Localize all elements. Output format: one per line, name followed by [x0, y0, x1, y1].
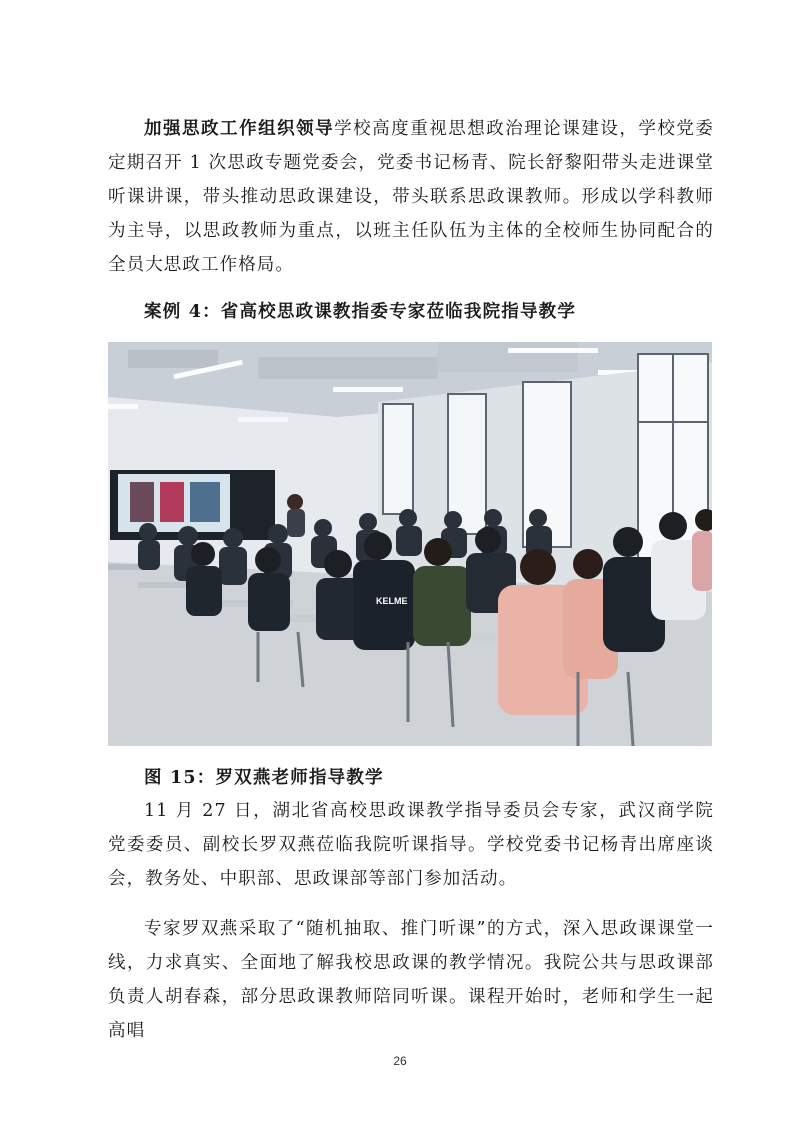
paragraph-expert-visit: 11 月 27 日，湖北省高校思政课教学指导委员会专家，武汉商学院党委委员、副校长罗双燕莅临我院听课指导。学校党委书记杨青出席座谈会，教务处、中职部、思政课部等部门参加活动。 [108, 801, 714, 889]
paragraph-listening-class: 专家罗双燕采取了“随机抽取、推门听课”的方式，深入思政课课堂一线，力求真实、全面地了解我校思政课的教学情况。我院公共与思政课部负责人胡春森，部分思政课教师陪同听课。课程开始时，老师和学生一起高唱 [108, 919, 714, 1041]
paragraph-body: 学校高度重视思想政治理论课建设，学校党委定期召开 1 次思政专题党委会，党委书记杨青、院长舒黎阳带头走进课堂听课讲课，带头推动思政课建设，带头联系思政课教师。形成以学科教师为主导，以思政教师为重点，以班主任队伍为主体的全校师生协同配合的全员大思政工作格局。 [108, 119, 715, 275]
page-number: 26 [393, 1054, 407, 1068]
figure-caption: 图 15：罗双燕老师指导教学 [144, 768, 384, 788]
case-title: 案例 4：省高校思政课教指委专家莅临我院指导教学 [144, 302, 577, 322]
classroom-photo [108, 342, 712, 746]
paragraph-lead-phrase: 加强思政工作组织领导 [144, 119, 335, 139]
paragraph-organization-leadership [108, 112, 714, 282]
jacket-brand-text: KELME [376, 596, 408, 606]
